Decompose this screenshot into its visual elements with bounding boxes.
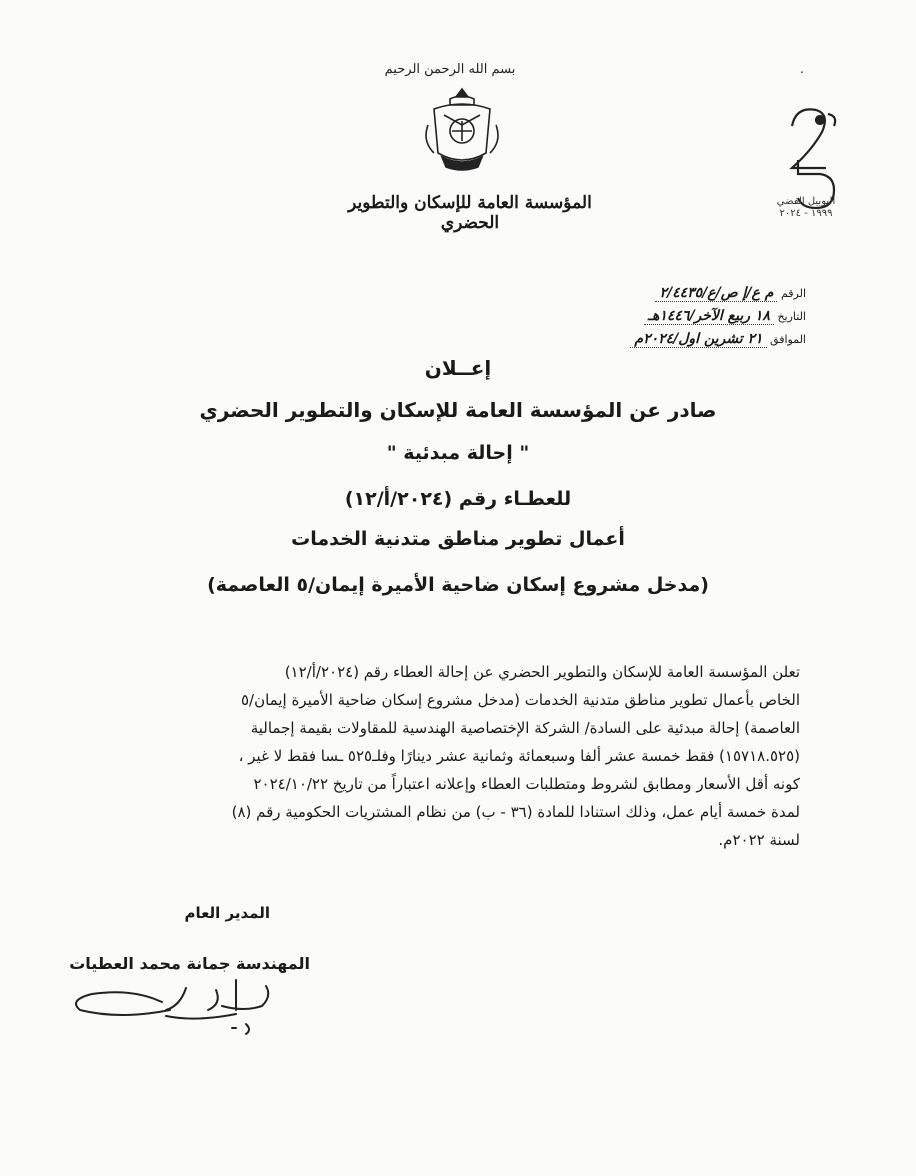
body-line: العاصمة) إحالة مبدئية على السادة/ الشركة الإختصاصية الهندسية للمقاولات بقيمة إجمالية <box>250 719 800 737</box>
body-line: كونه أقل الأسعار ومطابق لشروط ومتطلبات العطاء وإعلانه اعتباراً من تاريخ ٢٠٢٤/١٠/٢٢ <box>253 775 800 793</box>
gregorian-date-label: الموافق <box>770 333 806 346</box>
referral-type-heading: " إحالة مبدئية " <box>386 442 530 464</box>
body-line: تعلن المؤسسة العامة للإسكان والتطوير الحضري عن إحالة العطاء رقم (٢٠٢٤/أ/١٢) <box>284 663 800 681</box>
tender-number-heading: للعطـاء رقم (٢٠٢٤/أ/١٢) <box>344 488 572 510</box>
hijri-date-value: ١٨ ربيع الآخر/١٤٤٦هـ <box>644 308 774 325</box>
jubilee-years: ١٩٩٩ - ٢٠٢٤ <box>779 208 833 219</box>
jubilee-caption <box>770 196 842 220</box>
signatory-title: المدير العام <box>184 904 270 922</box>
handwritten-signature <box>66 972 286 1042</box>
hijri-date-line <box>576 305 806 328</box>
body-line: لسنة ٢٠٢٢م. <box>718 831 800 849</box>
body-line: (١٥٧١٨.٥٢٥) فقط خمسة عشر ألفا وسبعمائة وثمانية عشر دينارًا وفلـ٥٢٥ ـسا فقط لا غير ، <box>238 747 800 765</box>
reference-block <box>576 282 806 351</box>
reference-number-value: م ع/إ ص/ع/٢/٤٤٣٥ <box>655 285 777 302</box>
signatory-name: المهندسة جمانة محمد العطيات <box>69 954 310 973</box>
gregorian-date-line <box>576 328 806 351</box>
corner-mark: . <box>800 62 804 76</box>
project-heading: (مدخل مشروع إسكان ضاحية الأميرة إيمان/٥ العاصمة) <box>207 574 709 596</box>
works-heading: أعمال تطوير مناطق متدنية الخدمات <box>291 528 625 550</box>
reference-number-line <box>576 282 806 305</box>
body-line: الخاص بأعمال تطوير مناطق متدنية الخدمات (مدخل مشروع إسكان ضاحية الأميرة إيمان/٥ <box>240 691 800 709</box>
reference-number-label: الرقم <box>780 287 806 300</box>
gregorian-date-value: ٢١ تشرين اول/٢٠٢٤م <box>630 331 766 348</box>
hijri-date-label: التاريخ <box>777 310 806 323</box>
announcement-body <box>90 658 800 854</box>
basmala: بسم الله الرحمن الرحيم <box>384 62 516 77</box>
body-line: لمدة خمسة أيام عمل، وذلك استنادا للمادة (٣٦ - ب) من نظام المشتريات الحكومية رقم (٨) <box>231 803 800 821</box>
royal-crest-icon <box>420 85 504 175</box>
announcement-heading: إعــلان <box>424 356 492 380</box>
issued-by-heading: صادر عن المؤسسة العامة للإسكان والتطوير الحضري <box>199 398 717 422</box>
organization-header: المؤسسة العامة للإسكان والتطوير الحضري <box>348 193 592 233</box>
jubilee-title: اليوبيل الفضي <box>776 196 836 207</box>
